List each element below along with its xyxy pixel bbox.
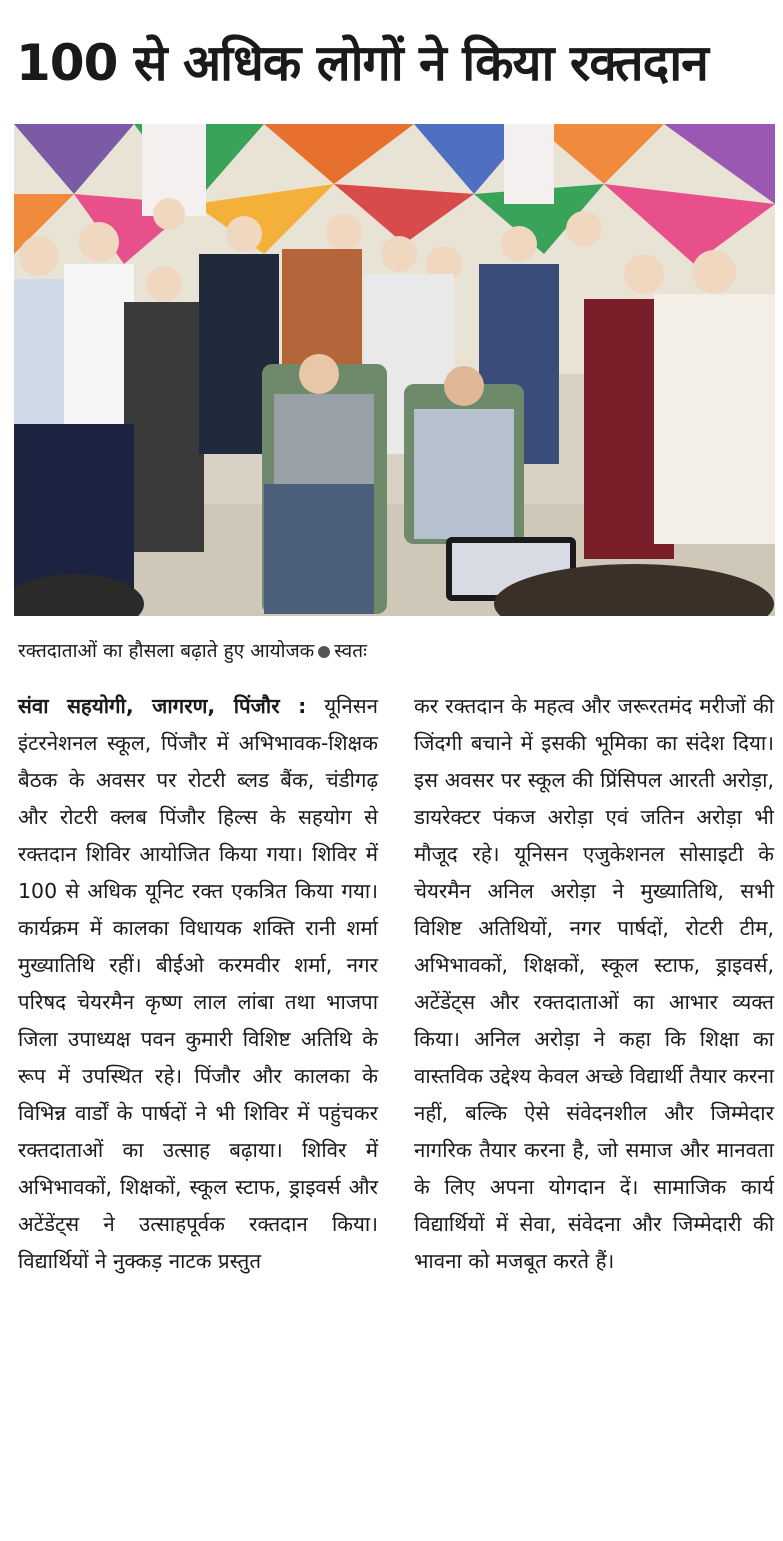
article-text-left: यूनिसन इंटरनेशनल स्कूल, पिंजौर में अभिभावक-शिक्षक बैठक के अवसर पर रोटरी ब्लड बैंक, चंडीगढ़ और रोटरी क्लब पिंजौर हिल्स के सहयोग से रक्तदान शिविर आयोजित किया गया। शिविर में 100 से अधिक यूनिट रक्त एकत्रित किया गया। कार्यक्रम में कालका विधायक शक्ति रानी शर्मा मुख्यातिथि रहीं। बीईओ करमवीर शर्मा, नगर परिषद चेयरमैन कृष्ण लाल लांबा तथा भाजपा जिला उपाध्यक्ष पवन कुमारी विशिष्ट अतिथि के रूप में उपस्थित रहे। पिंजौर और कालका के विभिन्न वार्डों के पार्षदों ने भी शिविर में पहुंचकर रक्तदाताओं का उत्साह बढ़ाया। शिविर में अभिभावकों, शिक्षकों, स्कूल स्टाफ, ड्राइवर्स और अटेंडेंट्स ने उत्साहपूर्वक रक्तदान किया। विद्यार्थियों ने नुक्कड़ नाटक प्रस्तुत [18,694,378,1273]
article-text-right: कर रक्तदान के महत्व और जरूरतमंद मरीजों की जिंदगी बचाने में इसकी भूमिका का संदेश दिया। इस अवसर पर स्कूल की प्रिंसिपल आरती अरोड़ा, डायरेक्टर पंकज अरोड़ा एवं जतिन अरोड़ा भी मौजूद रहे। यूनिसन एजुकेशनल सोसाइटी के चेयरमैन अनिल अरोड़ा ने मुख्यातिथि, सभी विशिष्ट अतिथियों, नगर पार्षदों, रोटरी टीम, अभिभावकों, शिक्षकों, स्कूल स्टाफ, ड्राइवर्स, अटेंडेंट्स और रक्तदाताओं का आभार व्यक्त किया। अनिल अरोड़ा ने कहा कि शिक्षा का वास्तविक उद्देश्य केवल अच्छे विद्यार्थी तैयार करना नहीं, बल्कि ऐसे संवेदनशील और जिम्मेदार नागरिक तैयार करना है, जो समाज और मानवता के लिए अपना योगदान दें। सामाजिक कार्य विद्यार्थियों में सेवा, संवेदना और जिम्मेदारी की भावना को मजबूत करते हैं। [414,694,774,1273]
bullet-icon [318,646,330,658]
photo-blood-donation-camp-icon [14,124,775,616]
news-photo [14,124,775,616]
dateline: संवा सहयोगी, जागरण, पिंजौर : [18,694,307,718]
caption-text: रक्तदाताओं का हौसला बढ़ाते हुए आयोजक [18,640,315,662]
headline: 100 से अधिक लोगों ने किया रक्तदान [16,34,708,92]
article-column-left [18,688,378,1280]
photo-caption [18,636,768,666]
article-column-right [414,688,774,1280]
caption-credit: स्वतः [334,640,367,662]
